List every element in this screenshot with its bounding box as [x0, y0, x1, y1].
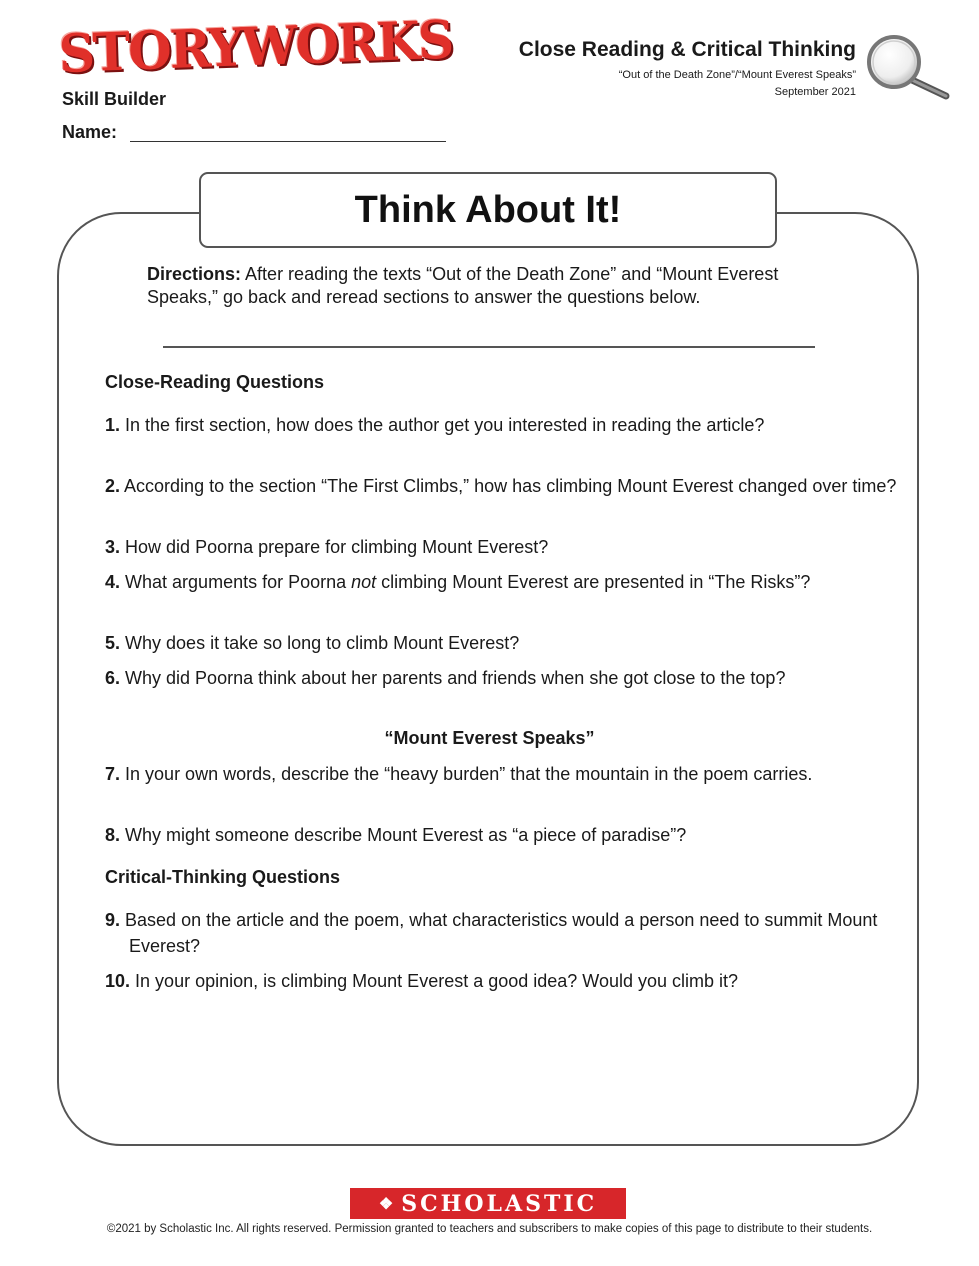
- page-title: Think About It!: [199, 172, 777, 248]
- storyworks-logo: STORYWORKS: [57, 8, 454, 85]
- directions: [147, 263, 847, 309]
- question-text: Based on the article and the poem, what characteristics would a person need to summit Mount Everest?: [125, 910, 878, 956]
- question-text: In the first section, how does the author get you interested in reading the article?: [125, 415, 765, 435]
- question-number: 5.: [105, 633, 121, 653]
- question-text: How did Poorna prepare for climbing Mount Everest?: [125, 537, 549, 557]
- question-number: 3.: [105, 537, 121, 557]
- question-emphasis: not: [351, 572, 377, 592]
- question-3: [105, 534, 929, 560]
- question-text: Why did Poorna think about her parents and friends when she got close to the top?: [125, 668, 786, 688]
- poem-heading: “Mount Everest Speaks”: [384, 728, 595, 748]
- question-6: [105, 665, 929, 691]
- question-text: Why does it take so long to climb Mount Everest?: [125, 633, 520, 653]
- question-1: [105, 412, 929, 438]
- question-9: [105, 907, 929, 959]
- open-book-icon: ❖: [378, 1194, 394, 1213]
- question-7: [105, 761, 929, 787]
- skill-builder-label: Skill Builder: [62, 89, 167, 109]
- directions-text: After reading the texts “Out of the Death Zone” and “Mount Everest Speaks,” go back and reread sections to answer the questions below.: [147, 264, 779, 307]
- question-4: [105, 569, 929, 595]
- question-number: 8.: [105, 825, 121, 845]
- question-number: 6.: [105, 668, 121, 688]
- question-text: In your own words, describe the “heavy burden” that the mountain in the poem carries.: [125, 764, 813, 784]
- magnifying-glass-icon: [862, 34, 952, 104]
- question-number: 10.: [105, 971, 131, 991]
- question-number: 2.: [105, 476, 121, 496]
- question-text: According to the section “The First Climbs,” how has climbing Mount Everest changed over time?: [124, 476, 897, 496]
- question-text: In your opinion, is climbing Mount Everest a good idea? Would you climb it?: [135, 971, 739, 991]
- scholastic-logo: [350, 1188, 626, 1219]
- close-reading-heading: Close-Reading Questions: [105, 372, 325, 392]
- critical-thinking-heading: Critical-Thinking Questions: [105, 867, 341, 887]
- question-number: 7.: [105, 764, 121, 784]
- question-5: [105, 630, 929, 656]
- question-text: What arguments for Poorna: [125, 572, 352, 592]
- directions-label: Directions:: [147, 264, 242, 284]
- worksheet-title: Close Reading & Critical Thinking: [518, 38, 856, 61]
- question-number: 9.: [105, 910, 121, 930]
- name-field-line[interactable]: [130, 141, 446, 142]
- question-10: [105, 968, 929, 994]
- question-text: Why might someone describe Mount Everest as “a piece of paradise”?: [125, 825, 687, 845]
- name-label: Name:: [62, 122, 118, 142]
- question-2: [105, 473, 929, 499]
- publisher-name: SCHOLASTIC: [401, 1190, 598, 1217]
- worksheet-date: September 2021: [774, 86, 856, 98]
- question-number: 4.: [105, 572, 121, 592]
- question-8: [105, 822, 929, 848]
- worksheet-subtitle: “Out of the Death Zone”/“Mount Everest Speaks”: [618, 69, 856, 81]
- divider: [163, 346, 815, 348]
- question-number: 1.: [105, 415, 121, 435]
- copyright-notice: ©2021 by Scholastic Inc. All rights reserved. Permission granted to teachers and subscribers to make copies of this page to distribute to their students.: [106, 1223, 873, 1235]
- question-text: climbing Mount Everest are presented in “The Risks”?: [376, 572, 811, 592]
